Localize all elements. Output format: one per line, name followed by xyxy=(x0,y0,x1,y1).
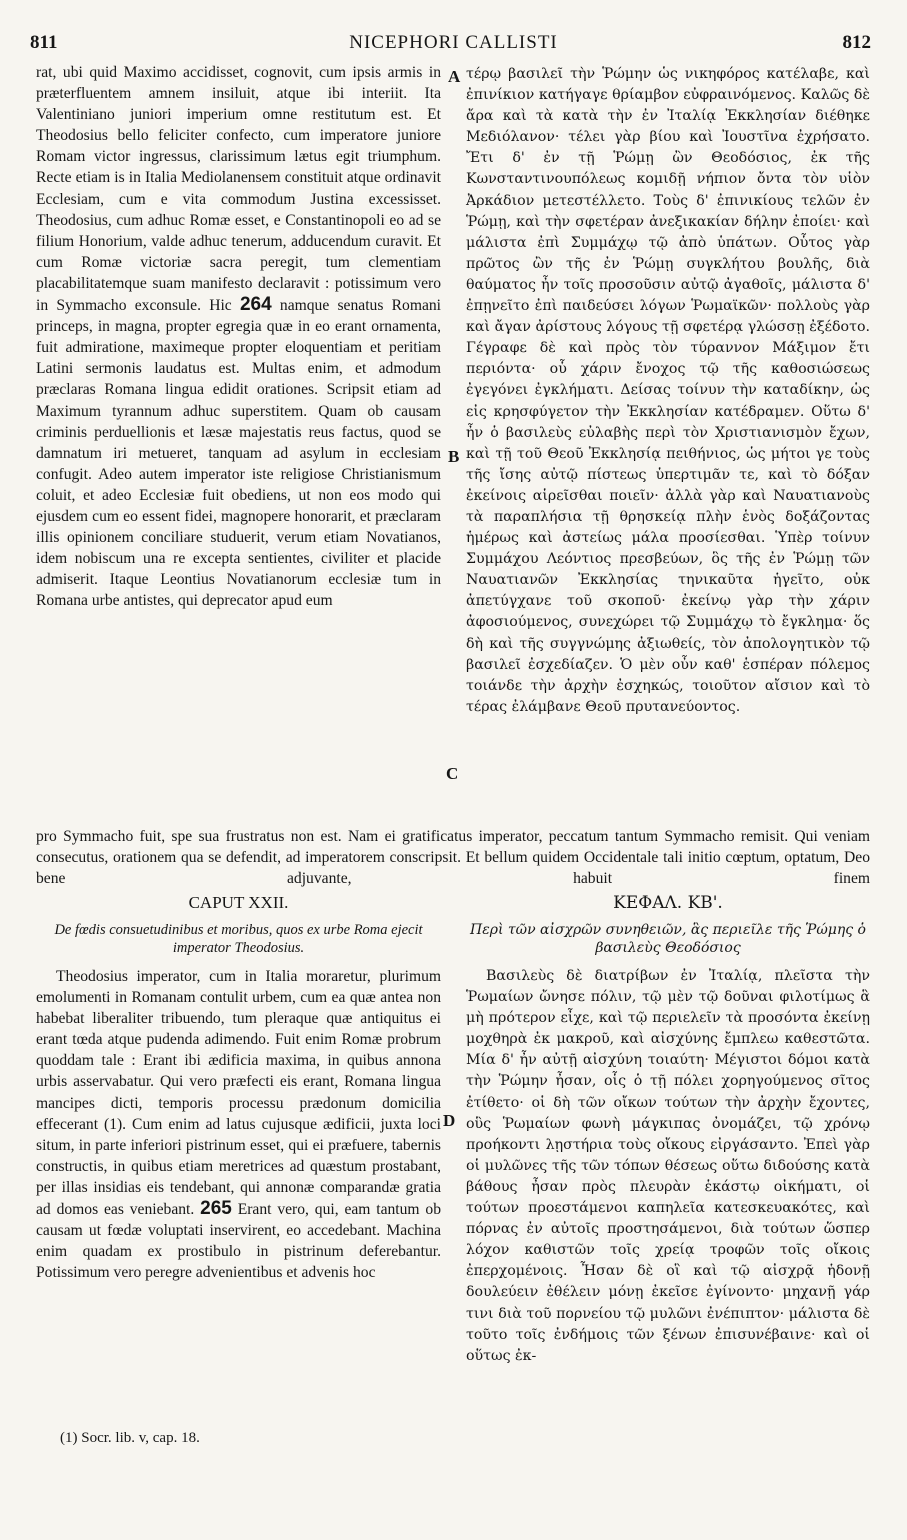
latin-paragraph xyxy=(36,62,441,611)
margin-number-265: 265 xyxy=(200,1198,232,1220)
chapter-body-latin xyxy=(36,966,441,1283)
margin-number-264: 264 xyxy=(239,294,272,316)
latin-text-part-1: rat, ubi quid Maximo accidisset, cognovit, cum ipsis armis in præterfluentem amnem insiluit, atque ibi interiit. Ita Valentiniano juniori imperium omne restitutum est. Et Theodosius bello feliciter confecto, cum imperatore juniore Romam victor ingressus, clarissimum lætus egit triumphum. Recte etiam is in Italia Mediolanensem constituit atque ordinavit Ecclesiam, cum e vita commodum Justina excessisset. Theodosius, cum adhuc Romæ esset, e Constantinopoli eo ad se filium Honorium, valde adhuc tenerum, adducendum curavit. Et cum Romæ victoriæ sacra peregit, tum clementiam placabilitatemque suam manifesto declaravit : potissimum vero in Symmacho exconsule. Hic xyxy=(36,64,441,315)
chapter-heading-latin: CAPUT XXII. xyxy=(188,893,289,912)
section-marker-b: B xyxy=(448,447,460,466)
section-marker-a: A xyxy=(448,67,461,86)
chapter-latin-part-2: Erant vero, qui, eam tantum ob causam ut fœdæ voluptati inservirent, eo accedebant. Machina enim quadam ex prostibulo in pistrinum deferebantur. Potissimum vero peregre advenientibus et advenis hoc xyxy=(36,1201,442,1282)
chapter-subtitle-greek: Περὶ τῶν αἰσχρῶν συνηθειῶν, ἃς περιεῖλε τῆς Ῥώμης ὁ βασιλεὺς Θεοδόσιος xyxy=(470,922,866,956)
section-marker-c: C xyxy=(446,764,459,783)
running-title: NICEPHORI CALLISTI xyxy=(349,32,558,53)
chapter-subtitle-latin: De fœdis consuetudinibus et moribus, quos ex urbe Roma ejecit imperator Theodosius. xyxy=(54,922,423,956)
greek-paragraph: τέρῳ βασιλεῖ τὴν Ῥώμην ὡς νικηφόρος κατέλαβε, καὶ ἐπινίκιον κατήγαγε θρίαμβον εὐφραινόμενος. Καλῶς δὲ ἄρα καὶ τὰ κατὰ τὴν ἐν Ἰταλίᾳ Ἐκκλησίαν διέθηκε Μεδιόλανον· τέλει γὰρ βίου καὶ Ἰουστῖνα ἐχρήσατο. Ἔτι δ' ἐν τῇ Ῥώμῃ ὢν Θεοδόσιος, ἐκ τῆς Κωνσταντινουπόλεως κομιδῇ νήπιον ὄντα τὸν υἱὸν Ἀρκάδιον μετεστέλλετο. Τοὺς δ' ἐπινικίους τελῶν ἐν Ῥώμῃ, καὶ τὴν σφετέραν ἀνεξικακίαν δήλην ἐποίει· καὶ μάλιστα ἐπὶ Συμμάχῳ τῷ ἀπὸ ὑπάτων. Οὗτος γὰρ πρῶτος ὢν τῆς ἐν Ῥώμῃ συγκλήτου βουλῆς, διὰ θαύματος ἦν τοῖς προσοῦσιν αὐτῷ ἀγαθοῖς, μάλιστα δ' ἐπῃνεῖτο ἐπὶ παιδεύσει λόγων Ῥωμαϊκῶν· πολλοὺς γὰρ καὶ ἄγαν ἀρίστους λόγους τῇ σφετέρᾳ γλώσσῃ ἐξέδοτο. Γέγραφε δὲ καὶ πρὸς τὸν τύραννον Μάξιμον ἔτι περιόντα· οὗ χάριν ἔνοχος τῷ τῆς καθοσιώσεως ἐγεγόνει ἐγκλήματι. Δείσας τοίνυν τὴν καταδίκην, ὡς εἰς κρησφύγετον τὴν Ἐκκλησίαν κατέδραμεν. Οὕτω δ' ἦν ὁ βασιλεὺς εὐλαβὴς περὶ τὸν Χριστιανισμὸν ἔχων, καὶ τῇ τοῦ Θεοῦ Ἐκκλησίᾳ πειθήνιος, ὡς μήτοι γε τοὺς τῆς ἴσης αὐτῷ πίστεως ὑπερτιμᾶν τε, καὶ τὸ δόξαν ἐκείνοις αἱρεῖσθαι ποιεῖν· ἀλλὰ γὰρ καὶ Ναυατιανοὺς τὰ παραπλήσια τῇ θρησκείᾳ πλὴν ἑνὸς δοξάζοντας ἡμέρως καὶ ἀστείως μάλα προσίεσθαι. Ὑπὲρ τοίνυν Συμμάχου Λεόντιος πρεσβεύων, ὃς τῆς ἐν Ῥώμῃ τῶν Ναυατιανῶν Ἐκκλησίας τηνικαῦτα ἡγεῖτο, οὐκ ἀπετύγχανε τοῦ σκοποῦ· ἐκείνῳ γὰρ τὴν χάριν ἀφοσιούμενος, συνεχώρει τῷ Συμμάχῳ τὸ ἔγκλημα· ὅς δὴ καὶ τῆς συγγνώμης ἀξιωθείς, τὸν ἀπολογητικὸν τῷ βασιλεῖ ἐσχεδίαζεν. Ὁ μὲν οὖν καθ' ἑσπέραν πόλεμος τοιάνδε τὴν ἀρχὴν ἐσχηκώς, τοιοῦτον αἴσιον καὶ τὸ τέρας ἐλάμβανε Θεοῦ πρυτανεύοντος. xyxy=(466,66,870,715)
latin-text-part-2: namque senatus Romani princeps, in magna, propter egregia quæ in eo erant ornamenta, fuit admiratione, maximeque propter eloquentiam et peritiam Latini sermonis laudatus est. Multas enim, et admodum præclaras Romana lingua edidit orationes. Scripsit etiam ad Maximum tyrannum adhuc superstitem. Quam ob causam criminis perduellionis et læsæ majestatis reus factus, quod se damnatum iri metueret, tanquam ad asylum in ecclesiam confugit. Adeo autem imperator iste religiose Christianismum coluit, et adeo Ecclesiæ fuit obediens, ut non eos modo qui ejusdem cum eo essent fidei, magnopere honorarit, et præclaram illis opinionem conciliare studuerit, verum etiam Novatianos, idem nobiscum una re excepta sentientes, civiliter et placide admiserit. Itaque Leontius Novatianorum ecclesiæ tum in Romana urbe antistes, qui deprecator apud eum xyxy=(36,297,441,610)
latin-column-top xyxy=(36,62,441,611)
greek-column-top xyxy=(466,64,870,718)
full-width-latin xyxy=(36,826,870,889)
chapter-heading-greek: ΚΕΦΑΛ. ΚΒ'. xyxy=(613,893,723,913)
full-width-text: pro Symmacho fuit, spe sua frustratus non est. Nam ei gratificatus imperator, peccatum tantum Symmacho remisit. Qui veniam consecutus, orationem qua se defendit, ad imperatorem conscripsit. Et bellum quidem Occidentale tali initio cœptum, optatum, Deo bene adjuvante, habuit finem xyxy=(36,828,870,888)
page-number-right: 812 xyxy=(842,32,871,53)
section-marker-d: D xyxy=(443,1111,456,1130)
chapter-greek-text: Βασιλεὺς δὲ διατρίβων ἐν Ἰταλίᾳ, πλεῖστα τὴν Ῥωμαίων ὤνησε πόλιν, τῷ μὲν τῷ δοῦναι φιλοτίμως ἃ μὴ πρότερον εἶχε, καὶ τῷ περιελεῖν τὰ προσόντα ἐκείνῃ μοχθηρὰ ἐκ μακροῦ, καὶ αἰσχύνης ἔμπλεω καθεστῶτα. Μία δ' ἦν αὐτῇ αἰσχύνη τοιαύτη· Μέγιστοι δόμοι κατὰ τὴν Ῥώμην ἦσαν, οἷς ὁ τῇ πόλει χορηγούμενος σῖτος ἐτίθετο· οἱ δὴ τῶν οἴκων τούτων τὴν ἀρχὴν ἔχοντες, οὓς Ῥωμαίων φωνὴ μάγκιπας ὀνομάζει, τῷ χρόνῳ προήκοντι λῃστήρια τοὺς οἴκους εἰργάσαντο. Ἐπεὶ γὰρ οἱ μυλῶνες τῆς τῶν τόπων θέσεως οὕτω διδούσης κατὰ βάθους ἦσαν πρὸς πλευρὰν ἑκάστῳ οἰκήματι, οἱ τούτων προεστάμενοι καπηλεῖα κατεσκευακότες, καὶ πόρνας ἐν αὐτοῖς προστησάμενοι, διὰ τούτων ὥσπερ λόχον καθιστῶν τοῖς χρείᾳ τροφῶν τοῖς οἴκοις ἐπερχομένοις. Ἦσαν δὲ οἳ καὶ τῷ αἰσχρᾷ ἡδονῇ δουλεύειν ἐθέλειν μόνῃ ἐκεῖσε ἐγίνοντο· μηχανῇ γάρ τινι διὰ τοῦ πορνείου τῷ μυλῶνι ἐνέπιπτον· μάλιστα δὲ τοῦτο τοῖς ἐνδήμοις τῶν ξένων ἐπισυνέβαινε· καὶ οἱ οὕτως ἐκ- xyxy=(466,968,870,1364)
page-number-left: 811 xyxy=(30,32,58,53)
running-header xyxy=(0,32,907,54)
footnote: (1) Socr. lib. v, cap. 18. xyxy=(60,1430,200,1446)
chapter-body-greek xyxy=(466,966,870,1367)
chapter-latin-part-1: Theodosius imperator, cum in Italia moraretur, plurimum emolumenti in Romanam contulit urbem, cum ea quæ antea non habebat liberaliter tribuendo, tum pleraque quæ antiquitus ei erant tœda atque pudenda adimendo. Fuit enim Romæ probrum quoddam tale : Erant ibi ædificia maxima, in quibus annona urbis asservabatur. Qui vero præfecti eis erant, Romana lingua mancipes dicti, temporis processu prædonum domicilia effecerant (1). Cum enim ad latus cujusque ædificii, juxta loci situm, in parte inferiori pistrinum esset, qui ei præfuere, tabernis constructis, in quibus etiam meretrices ad quæstum prostabant, per illas insidias eis tendebant, qui annonæ comparandæ gratia ad domos eas veniebant. xyxy=(36,968,441,1219)
